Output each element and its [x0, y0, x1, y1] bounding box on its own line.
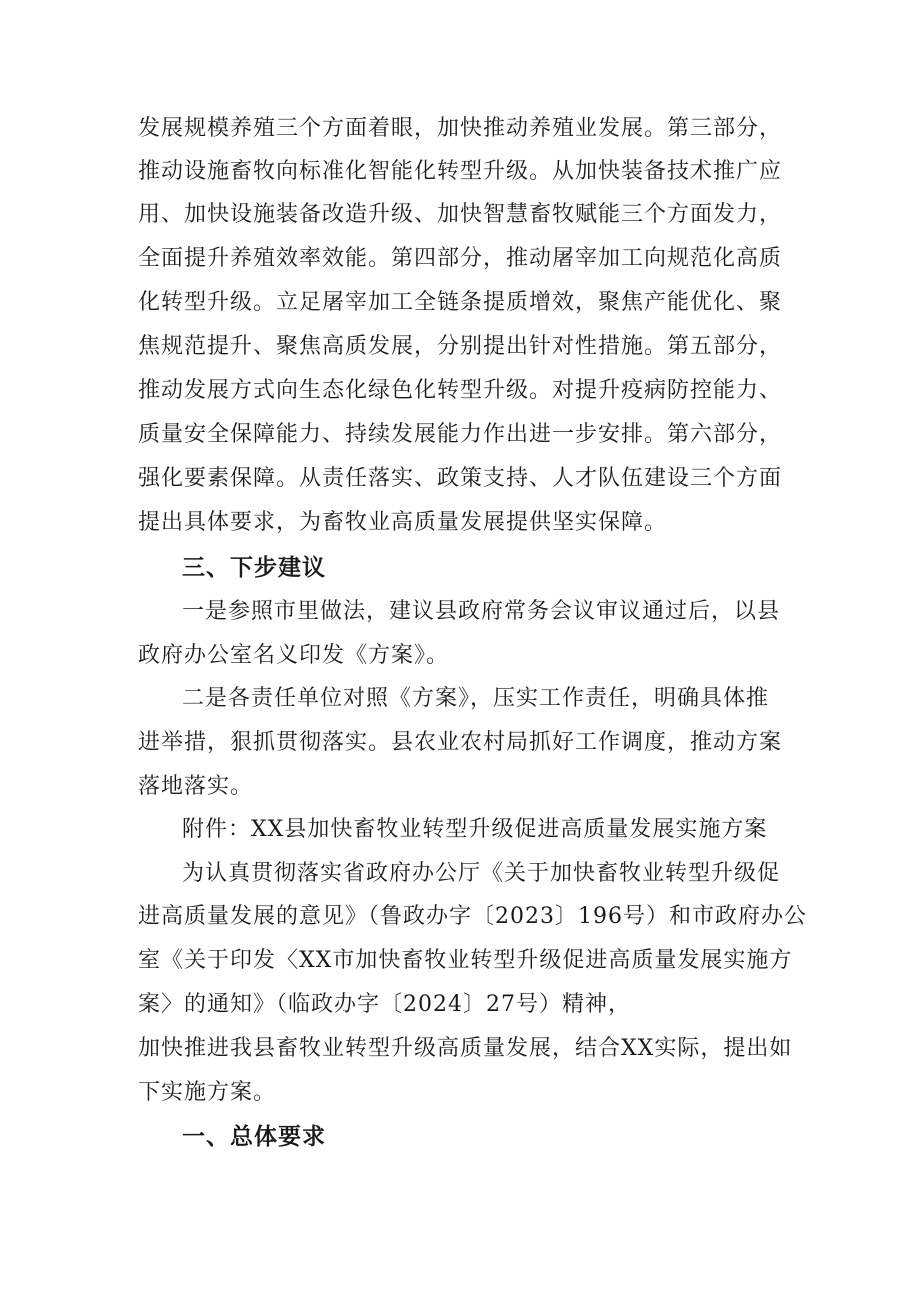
body-text-line: 室《关于印发〈XX市加快畜牧业转型升级促进高质量发展实施方 [138, 948, 793, 973]
body-text-line: 政府办公室名义印发《方案》。 [138, 643, 450, 668]
section-heading-next-steps: 三、下步建议 [182, 555, 326, 581]
body-text-line: 焦规范提升、聚焦高质发展，分别提出针对性措施。第五部分， [138, 334, 783, 359]
body-text-line: 进高质量发展的意见》（鲁政办字〔2023〕196号）和市政府办公 [138, 904, 807, 929]
body-text-line: 落地落实。 [138, 774, 254, 799]
body-text-line: 案〉的通知》（临政办字〔2024〕27号）精神， [138, 992, 631, 1017]
body-text-line: 为认真贯彻落实省政府办公厅《关于加快畜牧业转型升级促 [182, 861, 781, 886]
body-text-line: 二是各责任单位对照《方案》，压实工作责任，明确具体推 [182, 686, 770, 711]
body-text-line: 加快推进我县畜牧业转型升级高质量发展，结合XX实际，提出如 [138, 1036, 793, 1061]
body-text-line: 质量安全保障能力、持续发展能力作出进一步安排。第六部分， [138, 422, 783, 447]
attachment-title: 附件：XX县加快畜牧业转型升级促进高质量发展实施方案 [182, 817, 768, 842]
body-text-line: 提出具体要求，为畜牧业高质量发展提供坚实保障。 [138, 510, 668, 535]
section-heading-general-requirements: 一、总体要求 [182, 1124, 326, 1150]
body-text-line: 推动发展方式向生态化绿色化转型升级。对提升疫病防控能力、 [138, 378, 783, 403]
body-text-line: 化转型升级。立足屠宰加工全链条提质增效，聚焦产能优化、聚 [138, 290, 783, 315]
body-text-line: 强化要素保障。从责任落实、政策支持、人才队伍建设三个方面 [138, 466, 783, 491]
body-text-line: 一是参照市里做法，建议县政府常务会议审议通过后，以县 [182, 599, 781, 624]
body-text-line: 进举措，狠抓贯彻落实。县农业农村局抓好工作调度，推动方案 [138, 730, 783, 755]
body-text-line: 推动设施畜牧向标准化智能化转型升级。从加快装备技术推广应 [138, 159, 783, 184]
body-text-line: 用、加快设施装备改造升级、加快智慧畜牧赋能三个方面发力， [138, 202, 783, 227]
body-text-line: 全面提升养殖效率效能。第四部分，推动屠宰加工向规范化高质 [138, 246, 783, 271]
body-text-line: 下实施方案。 [138, 1080, 277, 1105]
body-text-line: 发展规模养殖三个方面着眼，加快推动养殖业发展。第三部分， [138, 116, 783, 141]
